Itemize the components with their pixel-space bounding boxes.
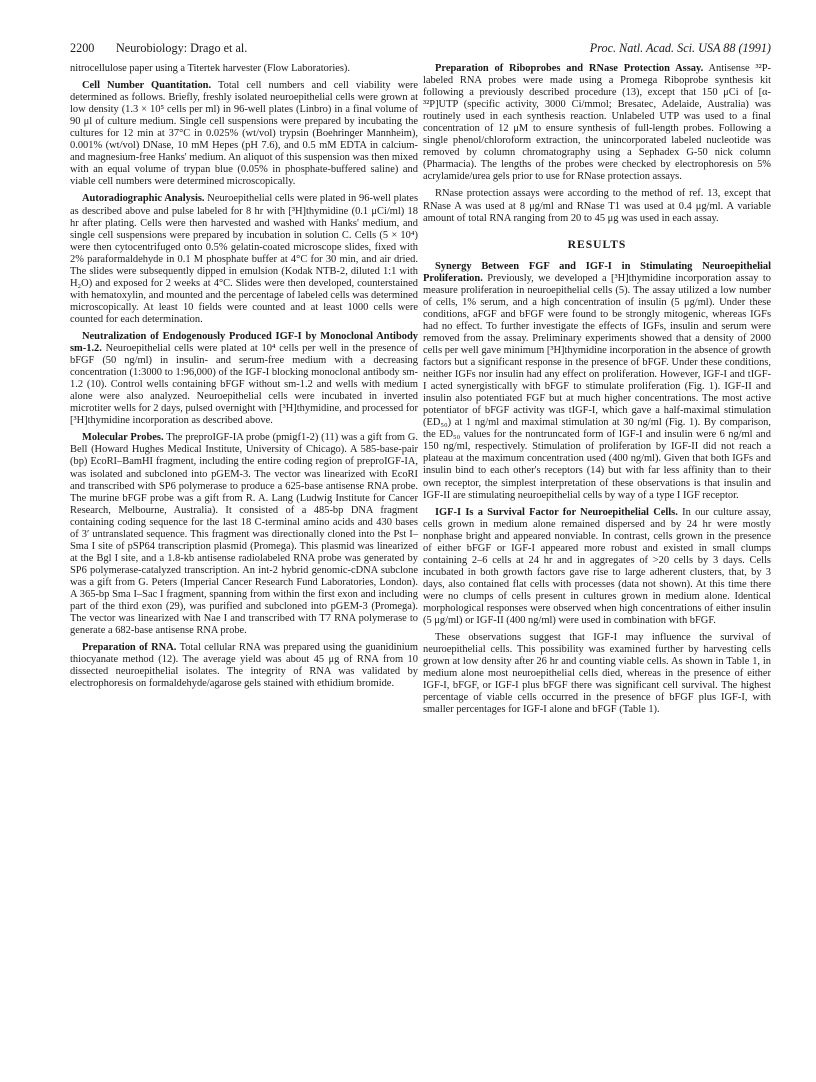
section-body: Total cellular RNA was prepared using the guanidinium thiocyanate method (12). The average yield was about 45 μg of RNA from 10 dissected neuroepithelial isolates. The integrity of RNA was validated by electrophoresis on formaldehyde/agarose gels stained with ethidium bromide. [70, 642, 419, 690]
section-body: In our culture assay, cells grown in medium alone remained dispersed and by 24 hr were mostly nonphase bright and appeared nonviable. In contrast, cells grown in the presence of either bFGF or IGF-I appeared more robust and existed in small clumps containing 2–6 cells at 24 hr and in aggregates of >20 cells by 3 days. Cells incubated in both growth factors gave rise to large adherent clusters, that, by 3 days, also contained flat cells with processes (data not shown). At this time there were no clumps of cells present in cultures grown in medium alone. Identical morphological responses were observed when high concentrations of either insulin (5 μg/ml) or IGF-II (400 ng/ml) were used in combination with bFGF. [423, 506, 772, 627]
section-heading: Autoradiographic Analysis. [82, 193, 205, 205]
section-survival-factor [423, 507, 771, 627]
section-body: The preproIGF-IA probe (pmigf1-2) (11) was a gift from G. Bell (Howard Hughes Medical Institute, University of Chicago). A 585-base-pair (bp) EcoRI–BamHI fragment, including the entire coding region of preproIGF-IA, was isolated and subcloned into pGEM-3. The vector was linearized with EcoRI and transcribed with SP6 polymerase to produce a 625-base antisense RNA probe. The murine bFGF probe was a gift from R. A. Lang (Ludwig Institute for Cancer Research, Melbourne, Australia). It consisted of a 485-bp DNA fragment containing coding sequence for the last 18 C-terminal amino acids and 430 bases of 3′ untranslated sequence. This fragment was directionally cloned into the Pst I–Sma I site of pSP64 transcription plasmid (Promega). This plasmid was linearized at the Bgl I site, and a 1.8-kb antisense radiolabeled RNA probe was generated by SP6 polymerase-catalyzed transcription. An int-2 hybrid genomic-cDNA subclone was a gift from G. Peters (Imperial Cancer Research Fund Laboratories, London). A 365-bp Sma I–Sac I fragment, spanning from within the first exon and including part of the third exon (29), was purified and subcloned into pGEM-3 (Promega). The vector was linearized with Nae I and transcribed with T7 RNA polymerase to generate a 682-base antisense RNA probe. [70, 432, 419, 637]
section-heading: Neutralization of Endogenously Produced IGF-I by Monoclonal Antibody sm-1.2. [70, 330, 418, 355]
left-column [70, 63, 418, 690]
page-number: 2200 [70, 41, 95, 55]
section-body: Neuroepithelial cells were plated in 96-well plates as described above and pulse labeled for 8 hr with [³H]thymidine (0.1 μCi/ml) 18 hr after plating. Cells were then harvested and washed with Hanks' medium, and single cell suspensions were prepared by incubation in solution C. Cells (5 × 10⁴) were then cytocentrifuged onto 0.5% gelatin-coated microscope slides, fixed with 2% paraformaldehyde in 0.1 M phosphate buffer at 4°C for 30 min, and air dried. The slides were subsequently dipped in emulsion (Kodak NTB-2, diluted 1:1 with H₂O) and exposed for 2 weeks at 4°C. Slides were then developed, counterstained with hematoxylin, and mounted and the percentage of labeled cells was determined microscopically. At least 10 fields were counted and at least 1000 cells were counted for each determination. [70, 193, 419, 325]
section-autoradiographic-analysis [70, 193, 418, 326]
paragraph-continued: nitrocellulose paper using a Titertek harvester (Flow Laboratories). [70, 63, 350, 74]
journal-section: Neurobiology: Drago et al. [116, 41, 248, 55]
section-preparation-of-rna [70, 642, 418, 690]
right-column [423, 63, 771, 716]
section-heading: IGF-I Is a Survival Factor for Neuroepithelial Cells. [435, 506, 678, 518]
section-synergy [423, 261, 771, 502]
section-body: Total cell numbers and cell viability were determined as follows. Briefly, freshly isolated neuroepithelial cells were grown at low density (1.3 × 10⁵ cells per ml) in 96-well plates (Linbro) in a final volume of 90 μl of culture medium. Single cell suspensions were prepared by incubating the cultures for 12 min at 37°C in 0.025% (wt/vol) trypsin (Boehringer Mannheim), 0.001% (wt/vol) DNase, 10 mM Hepes (pH 7.6), and 0.5 mM EDTA in calcium- and magnesium-free Hanks' medium. An aliquot of this suspension was then mixed with an equal volume of trypan blue (0.05% in phosphate-buffered saline) and viable cell numbers were determined microscopically. [70, 80, 419, 188]
section-cell-number-quantitation [70, 80, 418, 188]
paragraph-observations: These observations suggest that IGF-I may influence the survival of neuroepithelial cells. This possibility was examined further by harvesting cells grown at low density after 26 hr and counting viable cells. As shown in Table 1, in medium alone most neuroepithelial cells died, whereas in the presence of either IGF-I, bFGF, or IGF-I plus bFGF there was significant cell survival. The highest percentage of viable cells occurred in the presence of bFGF plus IGF-I, with smaller percentages for IGF-I alone and bFGF (Table 1). [423, 632, 771, 716]
page-header [70, 41, 771, 59]
section-molecular-probes [70, 432, 418, 637]
section-body: Neuroepithelial cells were plated at 10⁴ cells per well in the presence of bFGF (50 ng/ml) in insulin- and serum-free medium with a decreasing concentration (1:3000 to 1:96,000) of the IGF-I blocking monoclonal antibody sm-1.2 (10). Control wells containing bFGF without sm-1.2 and wells with medium alone were also analyzed. Neuroepithelial cells were incubated in inverted microtiter wells for 2 days, pulsed overnight with [³H]thymidine, and processed for [³H]thymidine incorporation as described above. [70, 343, 419, 427]
section-heading: Synergy Between FGF and IGF-I in Stimulating Neuroepithelial Proliferation. [423, 260, 771, 284]
results-heading: RESULTS [567, 237, 627, 251]
section-heading: Cell Number Quantitation. [82, 80, 212, 92]
journal-reference: Proc. Natl. Acad. Sci. USA 88 (1991) [589, 41, 771, 55]
section-heading: Preparation of RNA. [82, 642, 177, 654]
section-riboprobes [423, 63, 771, 183]
paragraph-rnase-protection-assays: RNase protection assays were according to the method of ref. 13, except that RNase A was used at 8 μg/ml and RNase T1 was used at 0.4 μg/ml. A variable amount of total RNA ranging from 20 to 45 μg was used in each assay. [423, 188, 771, 224]
section-heading: Molecular Probes. [82, 432, 164, 444]
section-body: Previously, we developed a [³H]thymidine incorporation assay to measure proliferation in neuroepithelial cells (5). The assay utilized a low number of cells, 1% serum, and a high concentration of insulin (5 μg/ml). Under these conditions, aFGF and bFGF were found to be strongly mitogenic, whereas IGFs had no effect. To further investigate the effects of IGFs, insulin and serum were removed from the assay. Preliminary experiments showed that a density of 2000 cells per well gave minimum [³H]thymidine incorporation in the absence of growth factors but a significant response in the presence of bFGF. Under these conditions, neither IGFs nor insulin had any effect on proliferation. However, IGF-I and tIGF-I acted synergistically with bFGF to stimulate proliferation (Fig. 1). IGF-II and insulin also potentiated FGF but at much higher concentrations. The most active potentiator of bFGF activity was tIGF-I, which gave a half-maximal stimulation (ED₅₀) at 1 ng/ml and maximal stimulation at 30 ng/ml (Fig. 1). By comparison, the ED₅₀ values for the nontruncated form of IGF-I and insulin were 6 ng/ml and 150 ng/ml, respectively. Stimulation of proliferation by IGF-II did not reach a plateau at the maximum concentration used (400 ng/ml). Given that both IGFs and insulin bind to each other's receptors (14) but with far less affinity than to their own receptor, the simplest interpretation of these observations is that insulin and IGF-II are stimulating neuroepithelial cells by way of a type I IGF receptor. [423, 272, 771, 501]
section-heading: Preparation of Riboprobes and RNase Protection Assay. [435, 63, 704, 74]
section-neutralization [70, 331, 418, 427]
section-body: Antisense ³²P-labeled RNA probes were made using a Promega Riboprobe synthesis kit following a previously described procedure (13), except that 150 μCi of [α-³²P]UTP (specific activity, 3000 Ci/mmol; Bresatec, Adelaide, Australia) was routinely used in each synthesis reaction. Unlabeled UTP was used to a final concentration of 12 μM to ensure synthesis of full-length probes. Following a single phenol/chloroform extraction, the unincorporated labeled nucleotide was removed by column chromatography using a Sephadex G-50 nick column (Pharmacia). The lengths of the probes were checked by electrophoresis on 5% acrylamide/urea gels prior to use for RNase protection assays. [423, 63, 771, 183]
